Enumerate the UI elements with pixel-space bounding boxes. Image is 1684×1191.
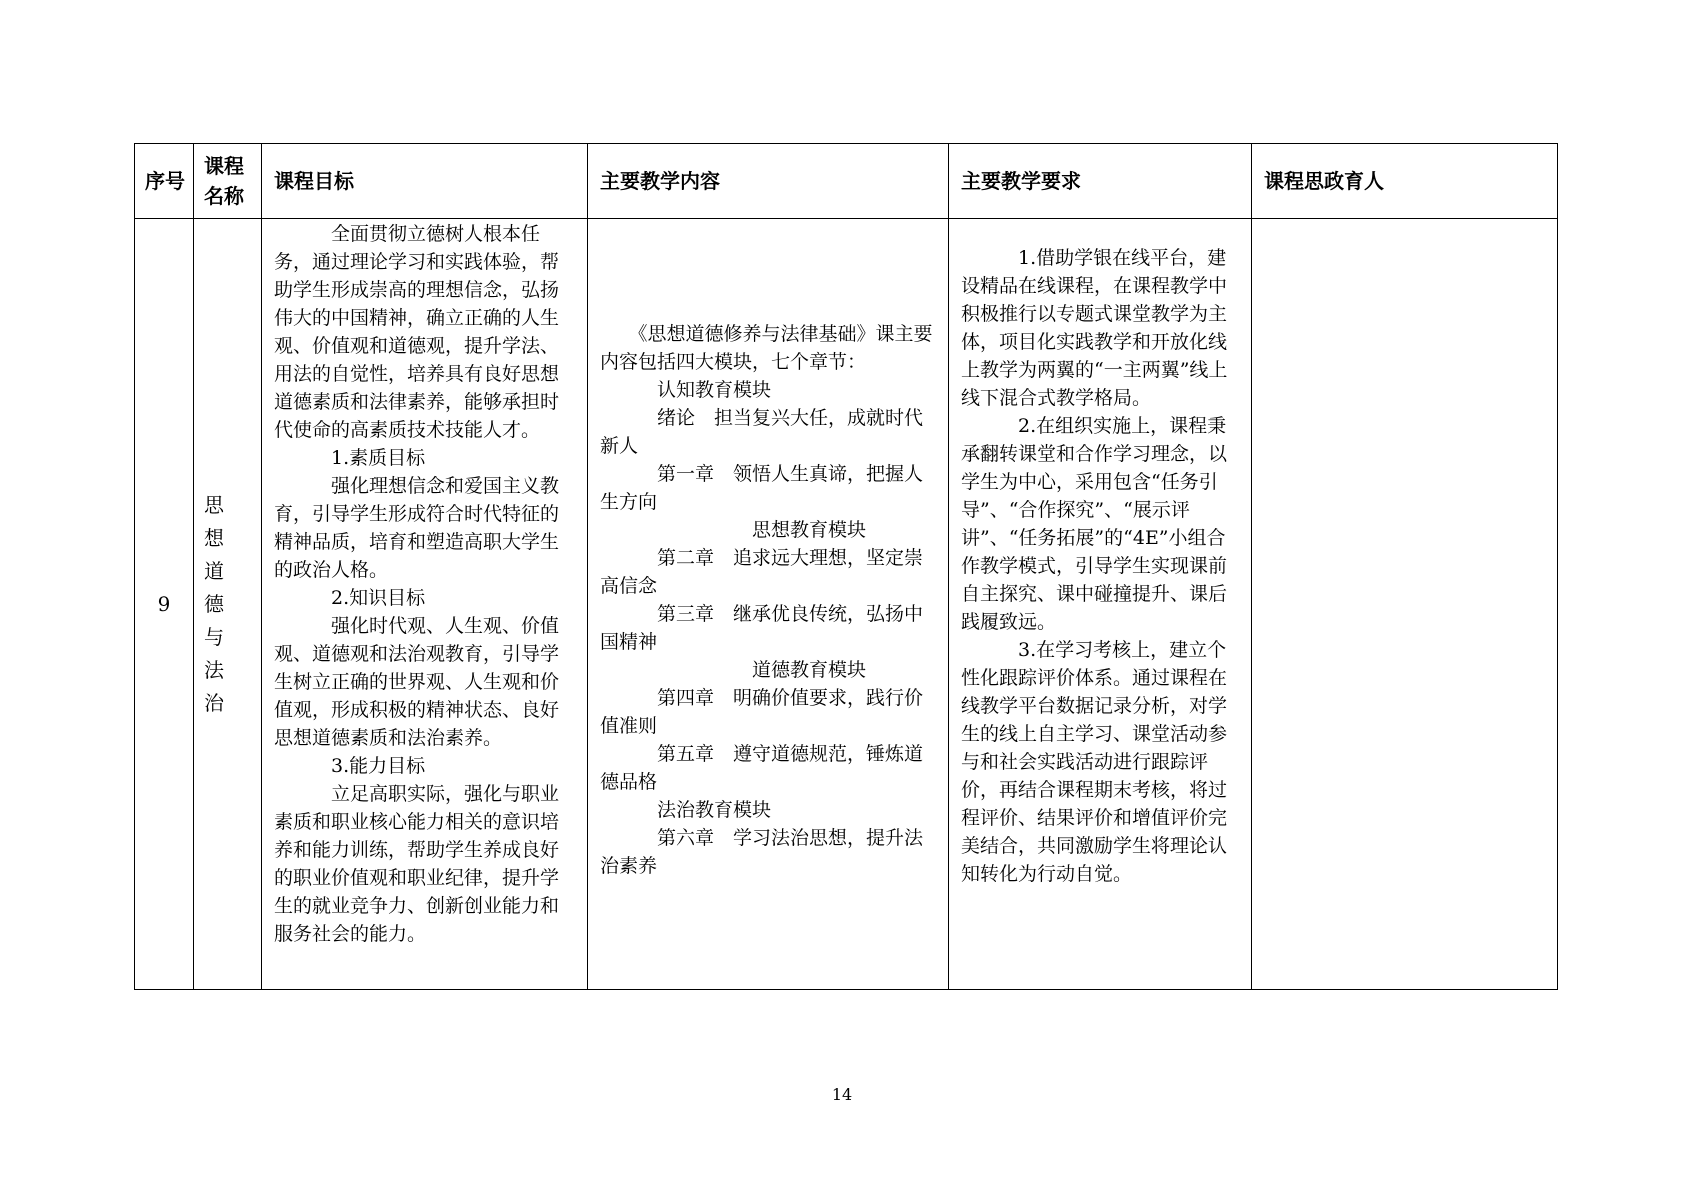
header-main-requirements: 主要教学要求 (949, 144, 1252, 219)
table-header-row (135, 144, 1558, 219)
header-course-goals: 课程目标 (262, 144, 588, 219)
main-requirements-text: 1.借助学银在线平台，建设精品在线课程，在课程教学中积极推行以专题式课堂教学为主体，项目化实践教学和开放化线上教学为两翼的“一主两翼”线上线下混合式教学格局。 2.在组织实施上，课程秉承翻转课堂和合作学习理念，以学生为中心，采用包含“任务引导”、“合作探究”、“展示评讲”、“任务拓展”的“4E”小组合作教学模式，引导学生实现课前自主探究、课中碰撞提升、课后践履致远。 3.在学习考核上，建立个性化跟踪评价体系。通过课程在线教学平台数据记录分析，对学生的线上自主学习、课堂活动参与和社会实践活动进行跟踪评价，再结合课程期末考核，将过程评价、结果评价和增值评价完美结合，共同激励学生将理论认知转化为行动自觉。 (961, 247, 1228, 885)
header-index: 序号 (135, 144, 194, 219)
cell-course-name: 思想道德与法治 (194, 219, 262, 990)
cell-main-requirements (949, 219, 1252, 990)
header-course-name: 课程名称 (194, 144, 262, 219)
table-row (135, 219, 1558, 990)
header-ideology-education: 课程思政育人 (1252, 144, 1558, 219)
main-content-text: 《思想道德修养与法律基础》课主要内容包括四大模块，七个章节： 认知教育模块 绪论 担当复兴大任，成就时代新人 第一章 领悟人生真谛，把握人生方向 思想教育模块 第二章 追求远大理想，坚定崇高信念 第三章 继承优良传统，弘扬中国精神 道德教育模块 第四章 明确价值要求，践行价值准则 第五章 遵守道德规范，锤炼道德品格 法治教育模块 第六章 学习法治思想，提升法治素养 (600, 323, 933, 877)
header-main-content: 主要教学内容 (588, 144, 949, 219)
cell-ideology-education (1252, 219, 1558, 990)
course-table (134, 143, 1558, 990)
course-goals-text: 全面贯彻立德树人根本任务，通过理论学习和实践体验，帮助学生形成崇高的理想信念，弘扬伟大的中国精神，确立正确的人生观、价值观和道德观，提升学法、用法的自觉性，培养具有良好思想道德素质和法律素养，能够承担时代使命的高素质技术技能人才。 1.素质目标 强化理想信念和爱国主义教育，引导学生形成符合时代特征的精神品质，培育和塑造高职大学生的政治人格。 2.知识目标 强化时代观、人生观、价值观、道德观和法治观教育，引导学生树立正确的世界观、人生观和价值观，形成积极的精神状态、良好思想道德素质和法治素养。 3.能力目标 立足高职实际，强化与职业素质和职业核心能力相关的意识培养和能力训练，帮助学生养成良好的职业价值观和职业纪律，提升学生的就业竞争力、创新创业能力和服务社会的能力。 (274, 223, 560, 945)
page-number: 14 (831, 1085, 853, 1104)
cell-course-goals (262, 219, 588, 990)
cell-main-content (588, 219, 949, 990)
cell-index: 9 (135, 219, 194, 990)
